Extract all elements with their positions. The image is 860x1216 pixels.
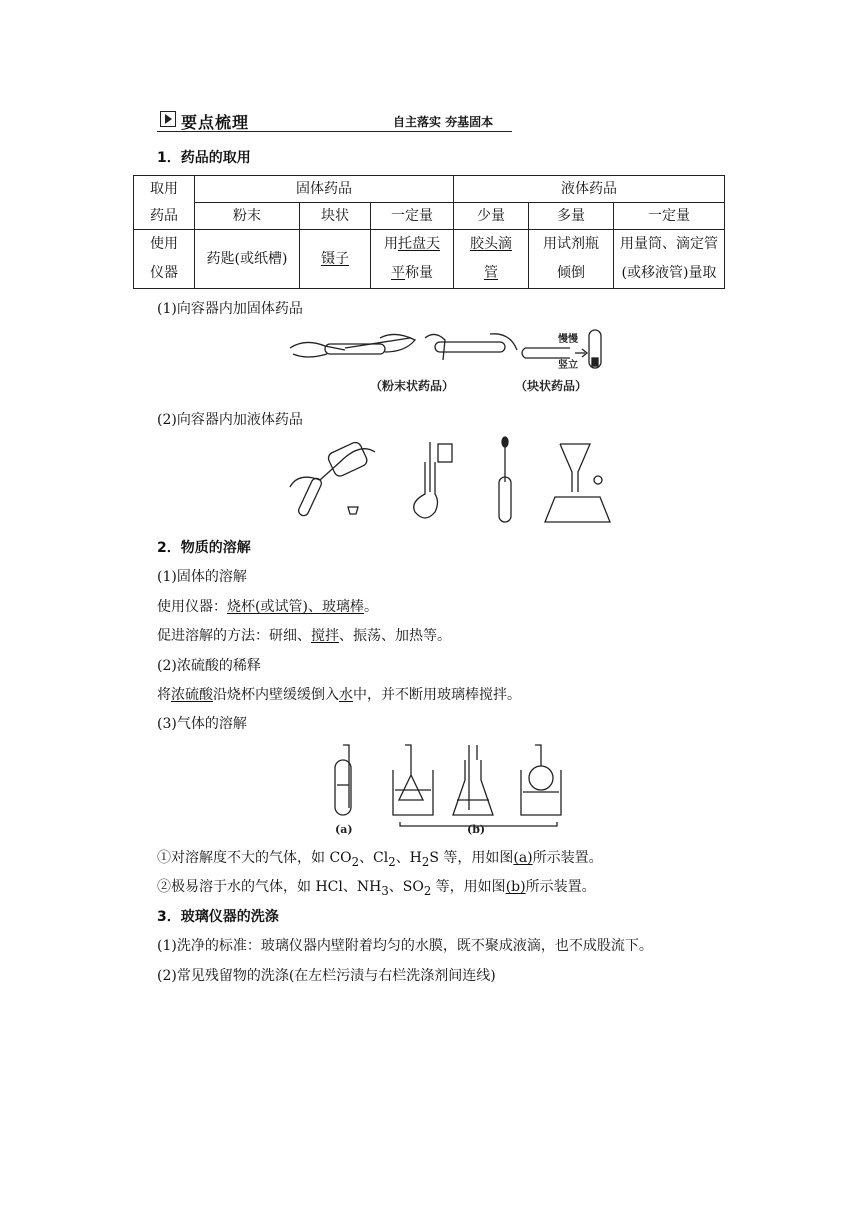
inverted-funnel-b1 [399,745,423,800]
gas1-d: S 等，用如图 [429,850,514,866]
val-fixed-liquid-a: 用量筒、滴定管 [620,236,718,252]
reagent-bottle [327,441,369,478]
block-in-tube [592,358,598,366]
gas2-sub1: 3 [381,883,389,898]
para-residue-wash: (2)常见残留物的洗涤(在左栏污渍与右栏洗涤剂间连线) [157,968,496,984]
gas1-a: ①对溶解度不大的气体，如 CO [157,850,352,866]
slow-label-a: 慢慢 [558,334,578,345]
val-fixed-solid [371,230,454,289]
para-add-solid: (1)向容器内加固体药品 [157,301,303,317]
para-promote [157,625,451,645]
val-much-b: 倾倒 [557,265,585,281]
para-dilution-title: (2)浓硫酸的稀释 [157,658,261,674]
val-little [454,230,529,289]
gas1-sub1: 2 [351,854,360,869]
safety-bulb-b3 [529,766,553,790]
heading-drug-taking: 1．药品的取用 [157,150,251,166]
beaker-b1 [393,770,433,815]
gas1-c: 、H [395,850,422,866]
val-fixed-solid-b: 托盘天 [398,236,440,252]
gas1-f: 所示装置。 [532,850,603,866]
cell-fixed-solid: 一定量 [371,203,454,230]
gas-dissolve-figure [325,740,575,838]
receiving-tube [297,477,323,517]
drug-taking-table [133,175,725,289]
caption-b: (b) [467,823,486,836]
cell-fixed-liquid: 一定量 [614,203,725,230]
hand-lower-left [293,354,327,357]
use-beaker: 烧杯(或试管) [227,599,308,615]
caption-block: （块状药品） [515,379,588,393]
use-rod: 玻璃棒 [321,599,364,615]
para-dilution [157,684,521,704]
val-fixed-solid-d: 称量 [405,265,433,281]
conical-flask-b2 [453,760,493,815]
dil-water: 水 [339,687,353,703]
play-triangle-icon [160,111,176,127]
gas-tube-a [343,745,349,808]
use-label: 使用 [150,236,178,252]
para-clean-standard: (1)洗净的标准：玻璃仪器内壁附着均匀的水膜，既不聚成液滴，也不成股流下。 [157,938,653,954]
gas2-sub2: 2 [423,883,432,898]
slow-label-b: 竖立 [558,360,578,371]
test-tube-powder [325,344,385,354]
val-block-text: 镊子 [321,251,349,267]
gas2-b: 、SO [388,879,424,895]
promote-suffix: 、振荡、加热等。 [339,628,451,644]
volumetric-flask [414,462,438,518]
section-subtitle: 自主落实 夯基固本 [393,115,494,129]
test-tube-block [435,342,505,352]
gas1-sub2: 2 [388,854,396,869]
cell-solid: 固体药品 [195,176,454,203]
section-title: 要点梳理 [181,113,250,132]
caption-powder: （粉末状药品） [370,379,455,393]
dil-a: 将 [157,687,171,703]
para-solid-dissolve: (1)固体的溶解 [157,569,247,585]
val-fixed-solid-c: 平 [391,265,405,281]
gas1-sub3: 2 [421,854,430,869]
test-tube-dropper [499,477,511,522]
funnel-side [560,444,572,492]
para-gas-high [157,876,596,898]
para-add-liquid: (2)向容器内加液体药品 [157,412,303,428]
val-little-a: 胶头滴 [470,236,512,252]
cell-take: 取用 [134,176,195,203]
gas2-figref: (b) [505,879,526,895]
beaker-small [438,444,452,462]
val-fixed-solid-a: 用 [384,236,398,252]
bulb-tube-b3 [535,745,541,766]
instr-label: 仪器 [150,265,178,281]
gas2-c: 等，用如图 [431,879,506,895]
para-gas-low [157,847,603,869]
dil-e: 中，并不断用玻璃棒搅拌。 [353,687,521,703]
para-instruments [157,596,378,616]
heading-washing: 3．玻璃仪器的洗涤 [157,909,279,925]
gas1-b: 、Cl [359,850,389,866]
liquid-adding-figure [280,432,620,527]
gas1-figref: (a) [513,850,533,866]
bottle-stopper [348,507,358,514]
use-sep: 、 [307,599,322,615]
solid-adding-figure [285,320,615,400]
promote-stir: 搅拌 [311,628,339,644]
paper-trough [345,338,410,348]
use-end: 。 [363,599,378,615]
gas2-e: 所示装置。 [525,879,596,895]
caption-a: (a) [335,823,353,836]
val-block [300,230,371,289]
val-fixed-liquid-b: (或移液管)量取 [621,265,717,281]
val-little-b: 管 [484,265,498,281]
cell-much: 多量 [529,203,614,230]
gas2-a: ②极易溶于水的气体，如 HCl、NH [157,879,382,895]
promote-prefix: 促进溶解的方法：研细、 [157,628,311,644]
cell-drug: 药品 [134,203,195,230]
val-much-a: 用试剂瓶 [543,236,599,252]
val-fixed-liquid [614,230,725,289]
heading-dissolution: 2．物质的溶解 [157,540,251,556]
stopcock-icon [594,476,602,484]
dil-acid: 浓硫酸 [171,687,213,703]
cell-block: 块状 [300,203,371,230]
val-powder: 药匙(或纸槽) [195,230,300,289]
flask-base [545,497,610,522]
para-gas-dissolve: (3)气体的溶解 [157,716,247,732]
tube-end [522,348,525,358]
dil-c: 沿烧杯内壁缓缓倒入 [213,687,339,703]
val-much [529,230,614,289]
cell-liquid: 液体药品 [454,176,725,203]
use-prefix: 使用仪器： [157,599,227,615]
cell-powder: 粉末 [195,203,300,230]
cell-little: 少量 [454,203,529,230]
dropper-bulb [502,437,508,447]
cell-use-instr [134,230,195,289]
funnel [560,444,590,492]
